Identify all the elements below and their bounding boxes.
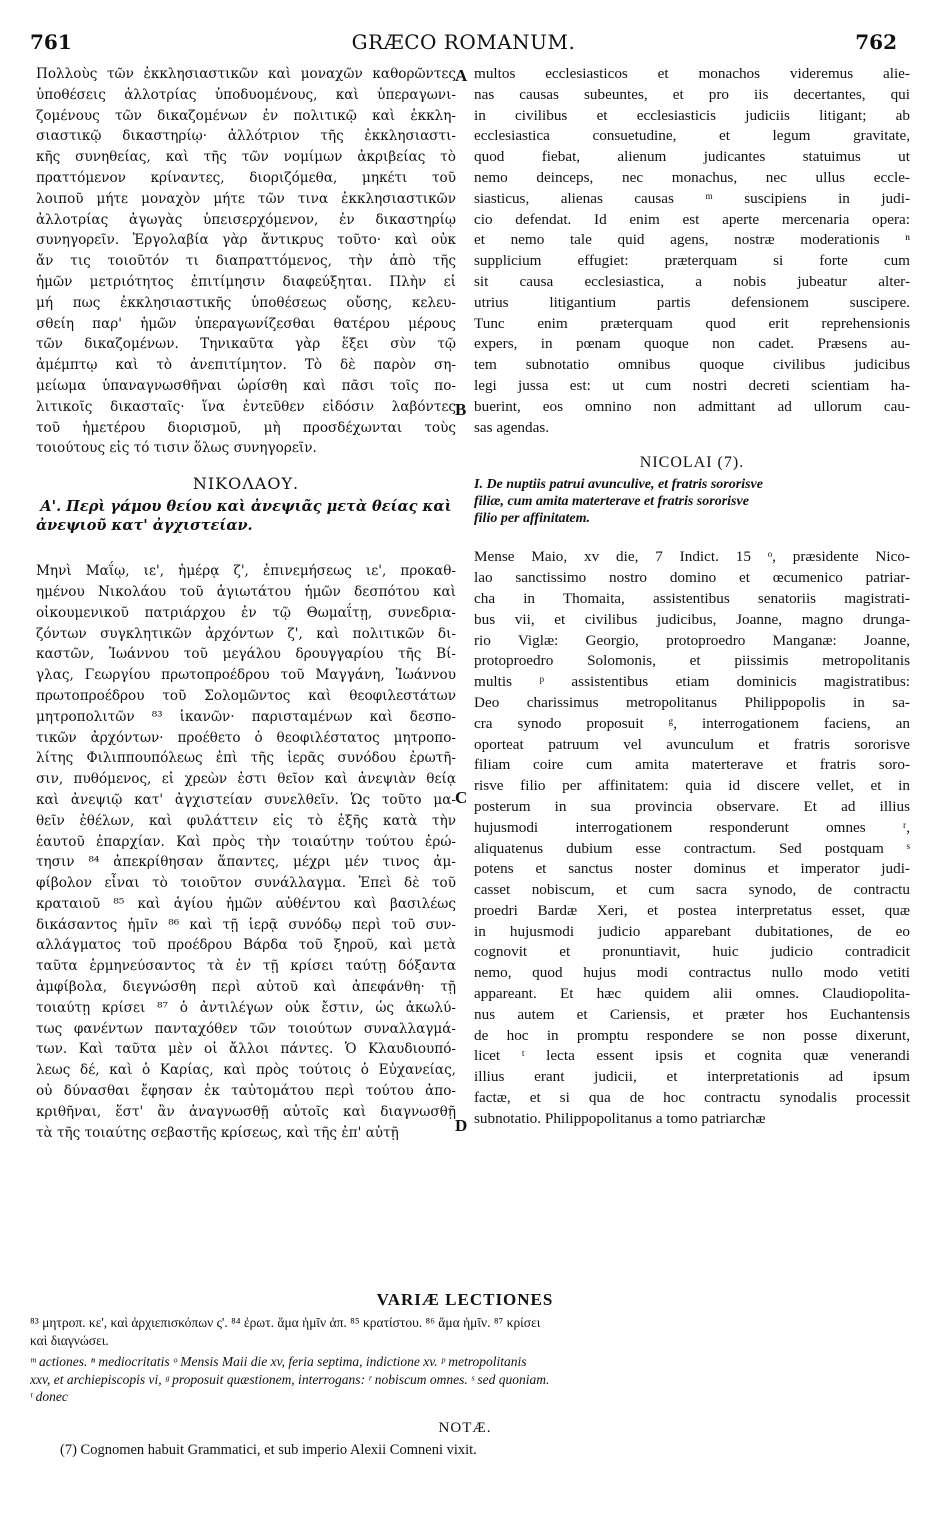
latin-paragraph-2 (474, 547, 910, 1129)
greek-text-line: ἑαυτοῦ ἐπαρχίαν. Καὶ πρὸς τὴν τοιαύτην τούτου ἐρώ- (36, 833, 456, 850)
latin-text-line: cra synodo proposuit ᵍ, interrogationem faciens, an (474, 714, 910, 732)
variae-line: καὶ διαγνώσει. (30, 1332, 109, 1348)
latin-text-line: factæ, et si qua de hoc contractu synodalis processit (474, 1089, 910, 1107)
greek-text-line: ἀλλοτρίας ἀγωγὰς ὑπεισερχόμενον, ἐν δικαστηρίῳ (36, 211, 456, 228)
greek-text-line: ζομένους τῶν δικαζομένων ἐν πολιτικῷ καὶ ἐκκλη- (36, 107, 456, 124)
greek-text-line: ταῦτα ἑρμηνεύσαντος τὰ ἐν τῇ κρίσει ταύτῃ δόξαντα (36, 958, 456, 975)
greek-text-line: αλλάγματος τοῦ προέδρου Βάρδα τοῦ ξηροῦ, καὶ μετὰ (36, 937, 456, 954)
greek-text-line: καστῶν, Ἰωάννου τοῦ μεγάλου δρουγγαρίου τῆς Βί- (36, 646, 456, 663)
latin-text-line: filiam coire cum amita materterave et fratris soro- (474, 756, 910, 774)
latin-section-heading (474, 476, 910, 527)
greek-text-line: μή πως ἐκκλησιαστικῆς ὑποθέσεως οὔσης, κελευ- (36, 294, 456, 311)
greek-text-line: ἀμέμπτῳ καὶ τὸ ἀνεπιτίμητον. Τὸ δὲ παρὸν ση- (36, 357, 456, 374)
greek-text-line: πρωτοπροέδρου τοῦ Σολομῶντος καὶ θεοφιλεστάτων (36, 687, 456, 704)
greek-text-line: μητροπολιτῶν ⁸³ ἱκανῶν· παρισταμένων καὶ δεσπο- (36, 708, 456, 725)
latin-text-line: potens et sanctus noster dominus et imperator judi- (474, 860, 910, 878)
greek-text-line: σιαστικῷ δικαστηρίῳ· ἀλλότριον τῆς ἐκκλησιαστι- (36, 128, 456, 145)
greek-text-line: οὐ δύνασθαι ἔφησαν ἐκ ταὐτομάτου περὶ τούτου ἀπο- (36, 1083, 456, 1100)
latin-text-line: ecclesiastica consuetudine, et legum gravitate, (474, 127, 910, 145)
latin-text-line: rio Viglæ: Georgio, protoproedro Manganæ: Joanne, (474, 631, 910, 649)
latin-text-line: protoproedro Solomonis, et piissimis metropolitanis (474, 652, 910, 670)
latin-text-line: sit causa ecclesiastica, a nobis jubeatur alter- (474, 272, 910, 290)
latin-text-line: multos ecclesiasticos et monachos videremus alie- (474, 65, 910, 82)
latin-text-line: multis ᵖ assistentibus etiam dominicis magistratibus: (474, 673, 910, 691)
greek-text-line: Πολλοὺς τῶν ἐκκλησιαστικῶν καὶ μοναχῶν καθορῶντες (36, 66, 456, 82)
greek-text-line: καὶ ἀνεψιῷ κατ' ἀγχιστείαν συνελθεῖν. Ὡς τοῦτο μα- (36, 791, 456, 808)
running-title: GRÆCO ROMANUM. (351, 30, 576, 54)
greek-column (36, 64, 456, 1143)
latin-text-line: cognovit et pronuntiavit, huic judicio contradicit (474, 943, 910, 961)
greek-section-heading (36, 497, 456, 535)
latin-text-line: de hoc in promptu respondere se non posse dixerunt, (474, 1026, 910, 1044)
greek-text-line: σθείη παρ' ἡμῶν ὑπεραγωνίζεσθαι θατέρου μέρους (36, 315, 456, 332)
latin-text-line: oporteat patruum vel avunculum et fratris sororisve (474, 735, 910, 753)
greek-text-line: λίτης Φιλιππουπόλεως ἐπὶ τῆς ἱερᾶς συνόδου ἐρωτῆ- (36, 750, 456, 767)
greek-text-line: θεῖν ἐθέλων, καὶ φυλάττειν εἰς τὸ ἑξῆς κατὰ τὴν (36, 812, 456, 829)
greek-text-line: των. Καὶ ταῦτα μὲν οἱ ἄλλοι πάντες. Ὁ Κλαυδιουπό- (36, 1041, 456, 1058)
greek-heading-line: Α'. Περὶ γάμου θείου καὶ ἀνεψιᾶς μετὰ θείας καὶ (40, 498, 452, 516)
latin-text-line: risve filio per affinitatem: quia id discere vellet, et in (474, 777, 910, 795)
latin-paragraph-1 (474, 64, 910, 438)
latin-text-line: bus vii, et civilibus judicibus, Joanne, magno drunga- (474, 610, 910, 628)
latin-text-line: nemo deinceps, nec monachus, nec ullus eccle- (474, 168, 910, 186)
greek-section-title: ΝΙΚΟΛΑΟΥ. (192, 474, 300, 494)
latin-text-line: licet ᵗ lecta essent ipsis et cognita quæ venerandi (474, 1047, 910, 1065)
latin-text-line: Mense Maio, xv die, 7 Indict. 15 ᵒ, præsidente Nico- (474, 548, 910, 566)
greek-text-line: ἄν τις τοιοῦτόν τι διαπραττόμενος, τὴν ἀπὸ τῆς (36, 253, 456, 270)
latin-text-line: siasticus, alienas causas ᵐ suscipiens in judi- (474, 189, 910, 207)
latin-text-line: cha in Thomaita, assistentibus senatoriis magistrati- (474, 589, 910, 607)
latin-text-line: posterum in sua provincia observare. Et ad illius (474, 797, 910, 815)
latin-text-line: illius erant judicii, et interpretationis ad ipsum (474, 1068, 910, 1086)
latin-text-line: appareant. Et hæc quidem alii omnes. Claudiopolita- (474, 985, 910, 1003)
greek-text-line: πραττόμενον κρίναντες, διοριζόμεθα, μηκέτι τοῦ (36, 169, 456, 186)
greek-text-line: τικῶν ἀρχόντων· προέθετο ὁ θεοφιλέστατος μητροπο- (36, 729, 456, 746)
greek-paragraph-1 (36, 64, 456, 459)
greek-text-line: τῶν δικαζομένων. Τηνικαῦτα γὰρ ἕξει σὺν τῷ (36, 336, 456, 353)
latin-heading-line: I. De nuptiis patrui avunculive, et fratris sororisve (474, 477, 763, 493)
latin-text-line: sas agendas. (474, 418, 550, 436)
greek-paragraph-2 (36, 561, 456, 1143)
latin-text-line: Tunc enim præterquam quod erit reprehensionis (474, 314, 910, 332)
greek-text-line: τοιούτους εἰς τό τισιν ὅλως συνηγορεῖν. (36, 440, 317, 457)
greek-text-line: λοιποῦ μήτε μοναχὸν μήτε τῶν τινα ἐκκλησιαστικῶν (36, 190, 456, 207)
variae-line: ⁸³ μητροπ. κε', καὶ ἀρχιεπισκόπων ς'. ⁸⁴ ἐρωτ. ἅμα ἡμῖν ἀπ. ⁸⁵ κρατίστου. ⁸⁶ ἅμα ἡμῖν. ⁸⁷ κρίσει (30, 1315, 541, 1330)
notae-title: NOTÆ. (438, 1420, 492, 1436)
latin-text-line: utrius litigantium partis defensionem suscipere. (474, 293, 910, 311)
latin-text-line: supplicium effugiet: præterquam si forte cum (474, 252, 910, 270)
greek-text-line: τως φανέντων πανταχόθεν τῶν τοιούτων συναλλαγμά- (36, 1020, 456, 1037)
page-number-left: 761 (30, 30, 72, 54)
greek-text-line: λιτικοῖς δικασταῖς· ἵνα ἐντεῦθεν εἰδόσιν λαβόντες (36, 398, 456, 415)
greek-text-line: τὰ τῆς τοιαύτης σεβαστῆς κρίσεως, καὶ τῆς ἐπ' αὐτῇ (36, 1124, 399, 1141)
greek-text-line: κριθῆναι, ἕστ' ἂν ἀναγνωσθῇ αὐτοῖς καὶ διαγνωσθῇ (36, 1103, 456, 1120)
margin-letter-b: B (455, 400, 467, 419)
latin-text-line: nus autem et Cariensis, et præter hos Euchantensis (474, 1005, 910, 1023)
greek-text-line: γλας, Γεωργίου πρωτοπροέδρου τοῦ Μαγγάνη, Ἰωάννου (36, 667, 456, 684)
latin-text-line: lao sanctissimo nostro domino et œcumenico patriar- (474, 569, 910, 587)
latin-text-line: subnotatio. Philippopolitanus a tomo patriarchæ (474, 1109, 766, 1127)
latin-text-line: quod fiebat, alienum judicantes statuimus ut (474, 148, 910, 166)
latin-column (474, 64, 910, 1130)
latin-text-line: cio defendat. Id enim est aperte mercenaria opera: (474, 210, 910, 228)
latin-section-title: NICOLAI (7). (639, 454, 745, 472)
latin-text-line: nemo, quod hujus modi contractus nullo modo vetiti (474, 964, 910, 982)
greek-text-line: ἡμῶν μετριότητος ἐπιτίμησιν διαφεύξηται. Πλὴν εἰ (36, 273, 456, 290)
greek-text-line: τοῦ ἡμετέρου διορισμοῦ, μὴ προσδέχωνται τοὺς (36, 419, 456, 436)
latin-text-line: nas causas subeuntes, et pro iis decertantes, qui (474, 85, 910, 103)
latin-text-line: in hujusmodi judicio apparebant dubitationes, de eo (474, 922, 910, 940)
margin-letter-a: A (455, 66, 468, 85)
greek-text-line: λεως δέ, καὶ ὁ Καρίας, καὶ πρὸς τούτοις ὁ Εὐχανείας, (36, 1062, 456, 1079)
greek-text-line: κῆς συνηθείας, καὶ τῆς τῶν νομίμων ἀκριβείας τὸ (36, 149, 456, 166)
greek-text-line: σιν, πυθόμενος, εἰ χρεὼν ἐστι θεῖον καὶ ἀνεψιὰν θείᾳ (36, 771, 456, 788)
note-line: (7) Cognomen habuit Grammatici, et sub imperio Alexii Comneni vixit. (60, 1442, 477, 1458)
latin-text-line: buerint, eos omnino non admittant ad ullorum cau- (474, 397, 910, 415)
greek-text-line: συνηγορεῖν. Ἐργολαβία γὰρ ἄντικρυς τοῦτο· καὶ οὐκ (36, 232, 456, 249)
greek-text-line: οἰκουμενικοῦ πατριάρχου ἐν τῷ Θωμαΐτῃ, συνεδρια- (36, 604, 456, 621)
greek-text-line: τησιν ⁸⁴ ἀπεκρίθησαν ἅπαντες, μέχρι μέν τινος ἀμ- (36, 854, 456, 871)
latin-text-line: casset nobiscum, et cum sacra synodo, de contractu (474, 881, 910, 899)
margin-letter-d: D (455, 1116, 468, 1135)
greek-text-line: φίβολον εἶναι τὸ τοιοῦτον συνάλλαγμα. Ἐπεὶ δὲ τοῦ (36, 875, 456, 892)
latin-text-line: in civilibus et ecclesiasticis judiciis litigant; ab (474, 106, 910, 124)
greek-heading-line: ἀνεψιοῦ κατ' ἀγχιστείαν. (36, 517, 253, 535)
greek-text-line: δικάσαντος ἡμῖν ⁸⁶ καὶ τῇ ἱερᾷ συνόδῳ περὶ τοῦ συν- (36, 916, 456, 933)
latin-text-line: Deo charissimus metropolitanus Philippopolis in sa- (474, 693, 910, 711)
greek-text-line: τοιαύτῃ κρίσει ⁸⁷ ὁ ἀντιλέγων οὐκ ἔστιν, ὡς ἀκωλύ- (36, 999, 456, 1016)
variae-line: xxv, et archiepiscopis vi, ᵍ proposuit quæstionem, interrogans: ʳ nobiscum omnes. ˢ sed quoniam. (30, 1371, 550, 1387)
latin-text-line: expers, in pœnam quoque non cadet. Præsens au- (474, 335, 910, 353)
running-header (30, 30, 897, 60)
variae-line: ᵐ actiones. ⁿ mediocritatis ᵒ Mensis Maii die xv, feria septima, indictione xv. ᵖ metropolitanis (30, 1354, 527, 1369)
greek-text-line: ὑποθέσεις ἀλλοτρίας ὑποδυομένους, καὶ ὑπεραγωνι- (36, 86, 456, 103)
greek-text-line: ημένου Νικολάου τοῦ ἁγιωτάτου ἡμῶν δεσπότου καὶ (36, 583, 456, 600)
margin-letter-c: C (455, 788, 468, 807)
latin-text-line: et nemo tale quid agens, nostræ moderationis ⁿ (474, 231, 910, 249)
latin-text-line: proedri Bardæ Xeri, et postea interpretatus esset, quæ (474, 901, 910, 919)
greek-text-line: ζόντων συγκλητικῶν ἀρχόντων ζ', καὶ πολιτικῶν δι- (36, 625, 456, 642)
greek-text-line: Μηνὶ Μαΐῳ, ιε', ἡμέρᾳ ζ', ἐπινεμήσεως ιε', προκαθ- (36, 563, 456, 580)
latin-heading-line: filio per affinitatem. (474, 511, 591, 527)
variae-title: VARIÆ LECTIONES (376, 1290, 554, 1309)
latin-text-line: tem subnotatio omnibus quoque civilibus judicibus (474, 356, 910, 374)
latin-text-line: aliquatenus dubium esse contractum. Sed postquam ˢ (474, 839, 910, 857)
variae-lectiones (30, 1290, 900, 1406)
greek-text-line: κραταιοῦ ⁸⁵ καὶ ἁγίου ἡμῶν αὐθέντου καὶ βασιλέως (36, 895, 456, 912)
greek-text-line: ἀμφίβολα, διεγνώσθη περὶ αὐτοῦ καὶ ἀπεφάνθη· τῇ (36, 979, 456, 996)
greek-text-line: μείωμα ὑπαναγνωσθῆναι ὡρίσθη καὶ πᾶσι τοῖς πο- (36, 377, 456, 394)
latin-text-line: hujusmodi interrogationem responderunt omnes ʳ, (474, 818, 910, 836)
latin-text-line: legi jussa est: ut cum nostri decreti scientiam ha- (474, 376, 910, 394)
latin-heading-line: filiæ, cum amita materterave et fratris sororisve (474, 494, 749, 510)
notae (30, 1420, 900, 1459)
page-number-right: 762 (855, 30, 897, 54)
variae-line: ᵗ donec (30, 1389, 68, 1404)
